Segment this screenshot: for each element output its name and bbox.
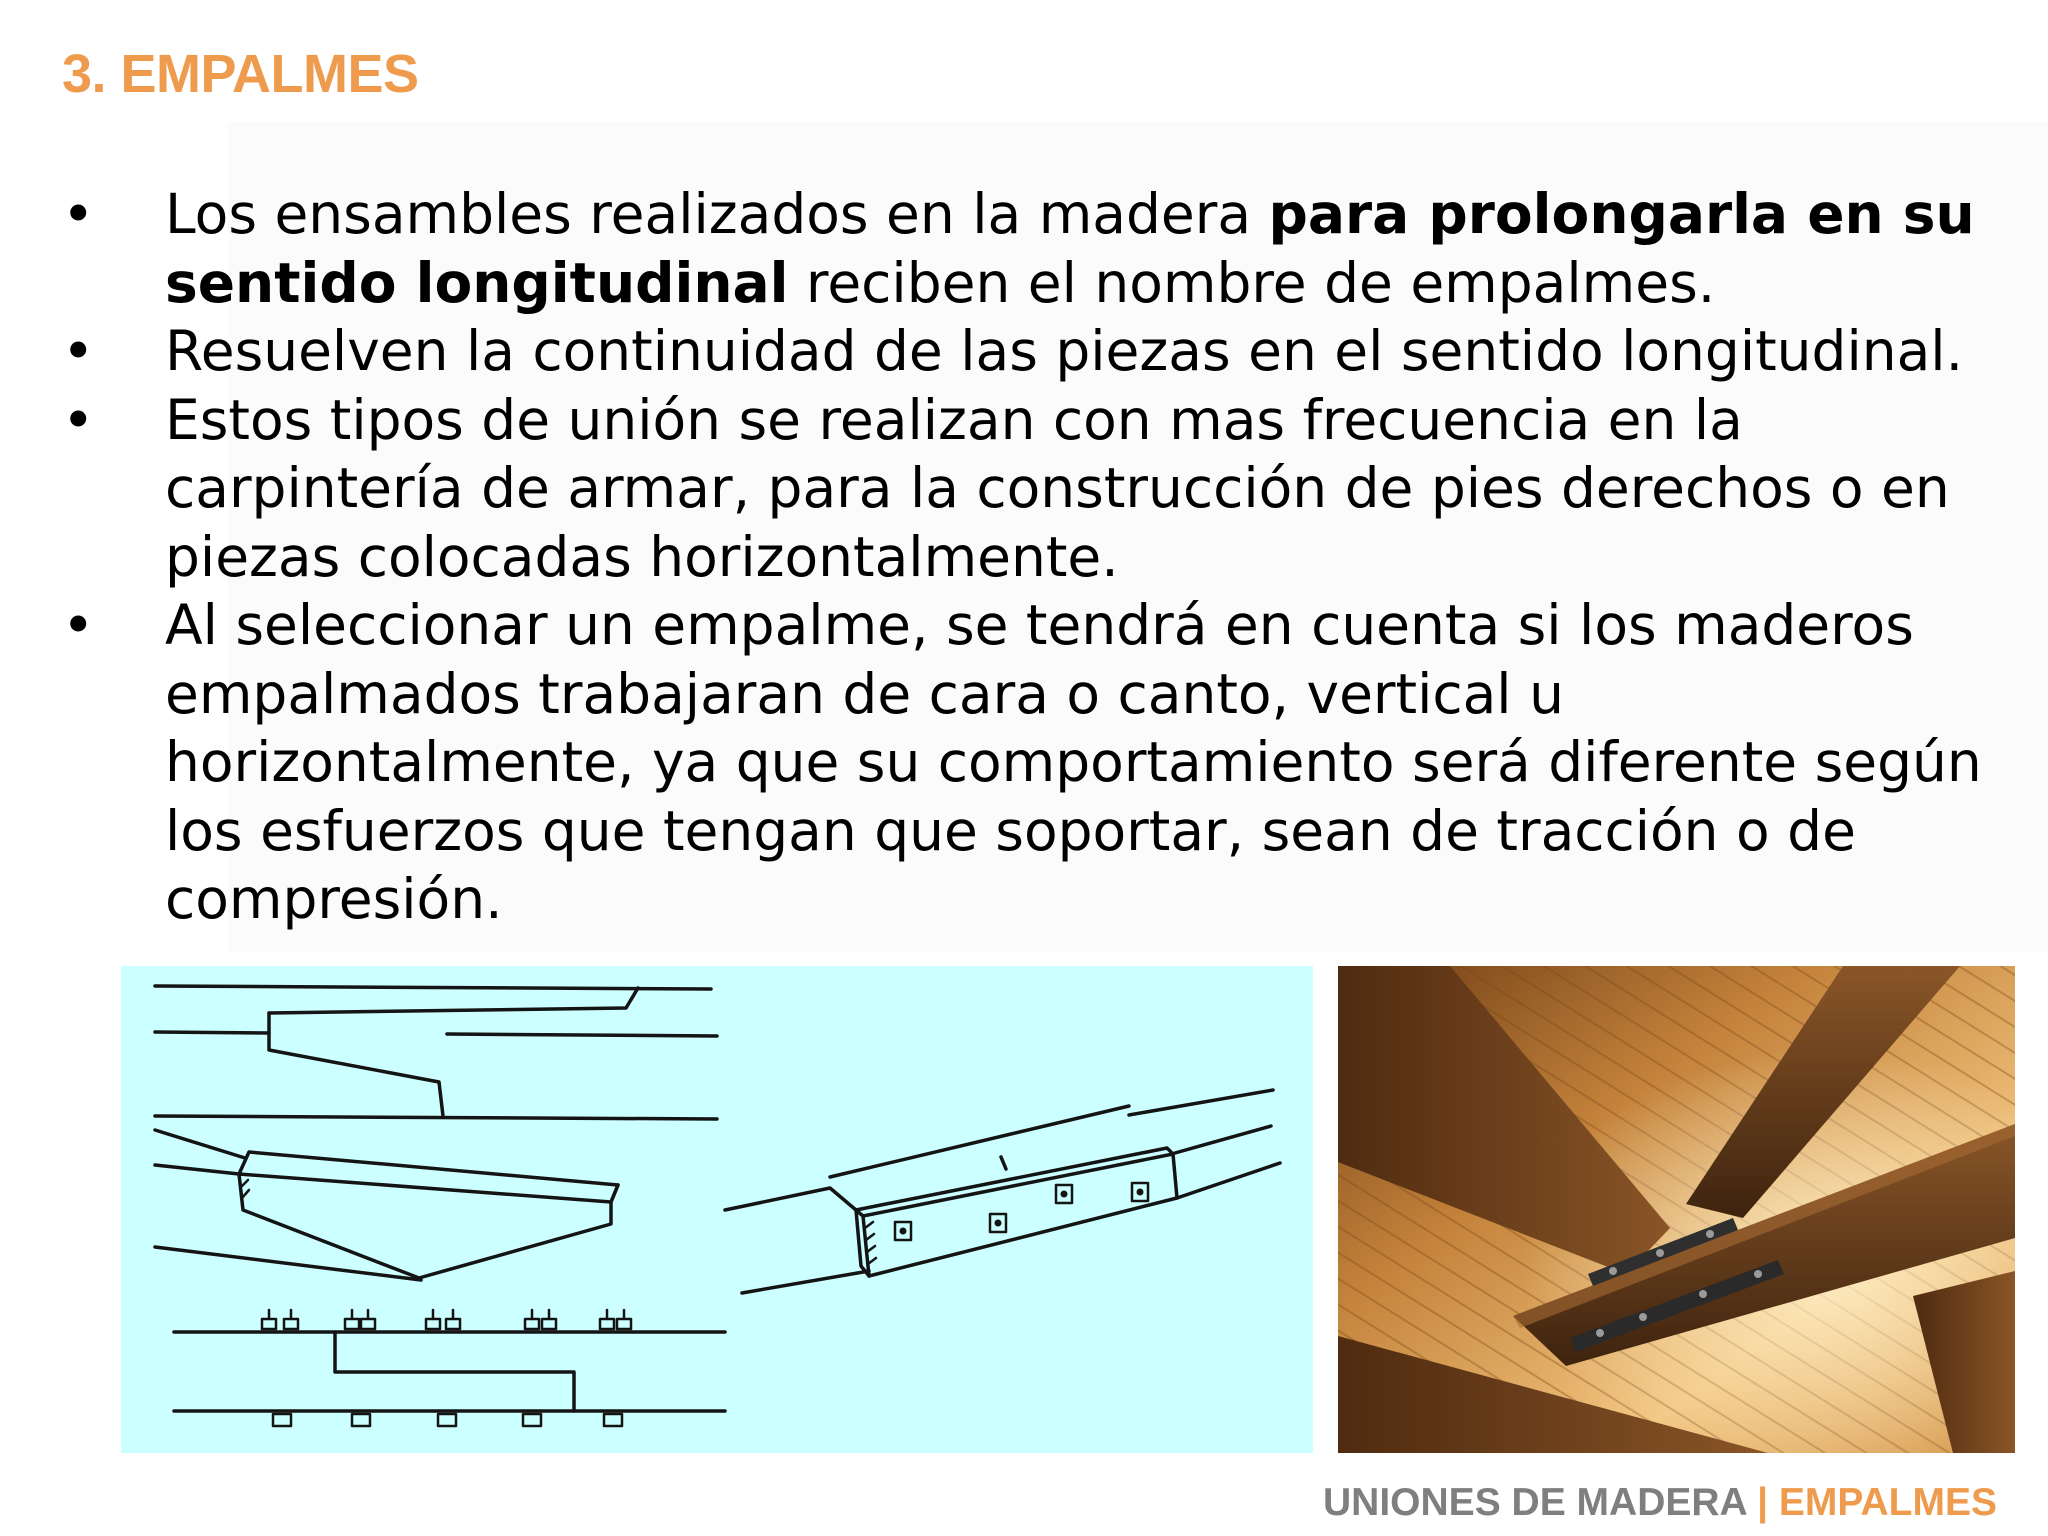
timber-edge: [447, 1034, 717, 1036]
bullet-item: [60, 591, 2025, 934]
bolt-center: [900, 1228, 907, 1235]
bullet-text-emphasis: para prolongarla en su sentido longitudinal: [165, 182, 1975, 315]
footer-separator: |: [1757, 1481, 1769, 1524]
bolt-center: [1061, 1191, 1068, 1198]
bolt-center: [1137, 1189, 1144, 1196]
splice-joints-diagram: [121, 966, 1313, 1453]
bullet-text: Al seleccionar un empalme, se tendrá en cuenta si los maderos empalmados trabajaran de cara o canto, vertical u horizontalmente, ya que su comportamiento será diferente según los esfuerzos que tengan que soportar, sean de tracción o de compresión.: [165, 593, 1982, 931]
footer-section: UNIONES DE MADERA: [1323, 1481, 1747, 1524]
bolt: [1609, 1267, 1617, 1275]
bullet-marker: •: [62, 387, 95, 452]
bullet-list: [60, 180, 2025, 934]
bullet-item: [60, 317, 2025, 386]
bullet-marker: •: [62, 593, 95, 657]
timber-roof-photo: [1338, 966, 2015, 1453]
bullet-text-regular: Los ensambles realizados en la madera: [165, 182, 1269, 246]
bullet-item: [60, 180, 2025, 317]
bolt: [1596, 1329, 1604, 1337]
timber-edge: [155, 1032, 269, 1033]
bullet-marker: •: [62, 182, 95, 246]
bullet-text: Estos tipos de unión se realizan con mas frecuencia en la carpintería de armar, para la construcción de pies derechos o en piezas colocadas horizontalmente.: [165, 387, 1950, 589]
footer: [1323, 1480, 1997, 1526]
bullet-text: [165, 180, 2025, 317]
bullet-marker: •: [62, 319, 95, 383]
slide-title: 3. EMPALMES: [62, 44, 419, 104]
bolt: [1706, 1230, 1714, 1238]
bullet-item: [60, 386, 2025, 592]
bolt: [1639, 1313, 1647, 1321]
bullet-text: Resuelven la continuidad de las piezas en el sentido longitudinal.: [165, 319, 1964, 383]
bolt-center: [995, 1220, 1002, 1227]
footer-topic: EMPALMES: [1778, 1481, 1997, 1524]
bolt: [1656, 1249, 1664, 1257]
bolt: [1699, 1290, 1707, 1298]
bullet-text-regular: reciben el nombre de empalmes.: [788, 250, 1716, 315]
bolt: [1754, 1270, 1762, 1278]
